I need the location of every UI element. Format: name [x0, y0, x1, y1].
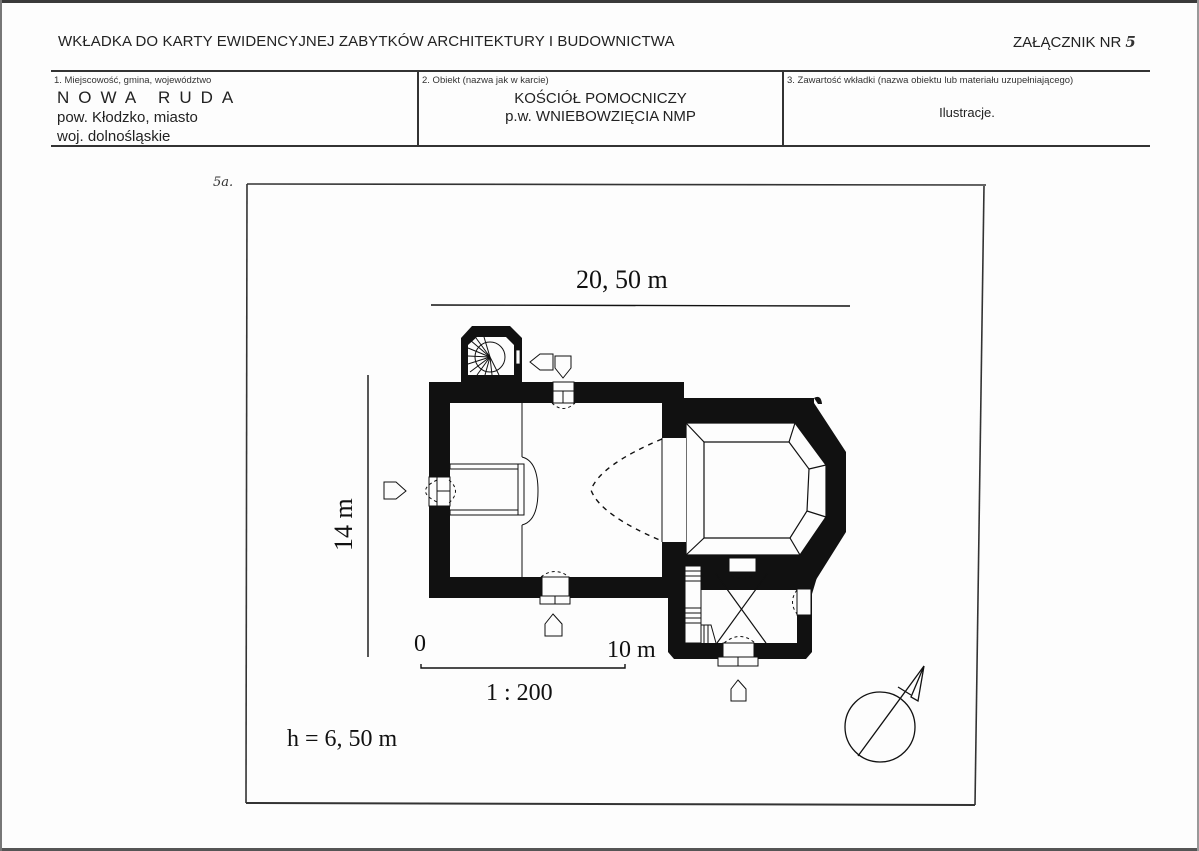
- contents-label: 3. Zawartość wkładki (nazwa obiektu lub materiału uzupełniającego): [787, 75, 1074, 86]
- object-label: 2. Obiekt (nazwa jak w karcie): [422, 75, 549, 86]
- nave-walls: [429, 382, 684, 598]
- figure-label: 5a.: [213, 175, 234, 190]
- scale-end: 10 m: [607, 637, 656, 663]
- object-name: KOŚCIÓŁ POMOCNICZY: [514, 90, 687, 107]
- annex-number: 5: [1125, 33, 1136, 51]
- west-entrance: [384, 477, 456, 506]
- entrance-arrow-icon: [731, 680, 746, 701]
- height-dimension: [329, 375, 368, 657]
- entrance-arrow-icon: [530, 354, 553, 370]
- document-title: WKŁADKA DO KARTY EWIDENCYJNEJ ZABYTKÓW ARCHITEKTURY I BUDOWNICTWA: [58, 33, 675, 50]
- width-dimension: [431, 265, 850, 306]
- north-arrow-icon: [845, 666, 924, 762]
- location-name: NOWA RUDA: [57, 88, 243, 107]
- location-district: pow. Kłodzko, miasto: [57, 109, 198, 126]
- scale-bar: [414, 631, 656, 706]
- entrance-arrow-icon: [545, 614, 562, 636]
- scale-ratio: 1 : 200: [486, 680, 553, 706]
- scale-start: 0: [414, 631, 426, 657]
- stair-turret: [461, 326, 522, 382]
- width-dimension-text: 20, 50 m: [576, 265, 668, 294]
- object-dedication: p.w. WNIEBOWZIĘCIA NMP: [505, 108, 696, 125]
- entrance-arrow-icon: [384, 482, 406, 499]
- building-height: h = 6, 50 m: [287, 726, 398, 752]
- contents-value: Ilustracje.: [939, 105, 995, 120]
- height-dimension-text: 14 m: [329, 498, 358, 551]
- annex-label-text: ZAŁĄCZNIK NR: [1013, 34, 1122, 51]
- south-entrance: [540, 572, 570, 637]
- location-label: 1. Miejscowość, gmina, województwo: [54, 75, 212, 86]
- entrance-arrow-icon: [555, 356, 571, 378]
- location-voivodeship: woj. dolnośląskie: [57, 128, 171, 145]
